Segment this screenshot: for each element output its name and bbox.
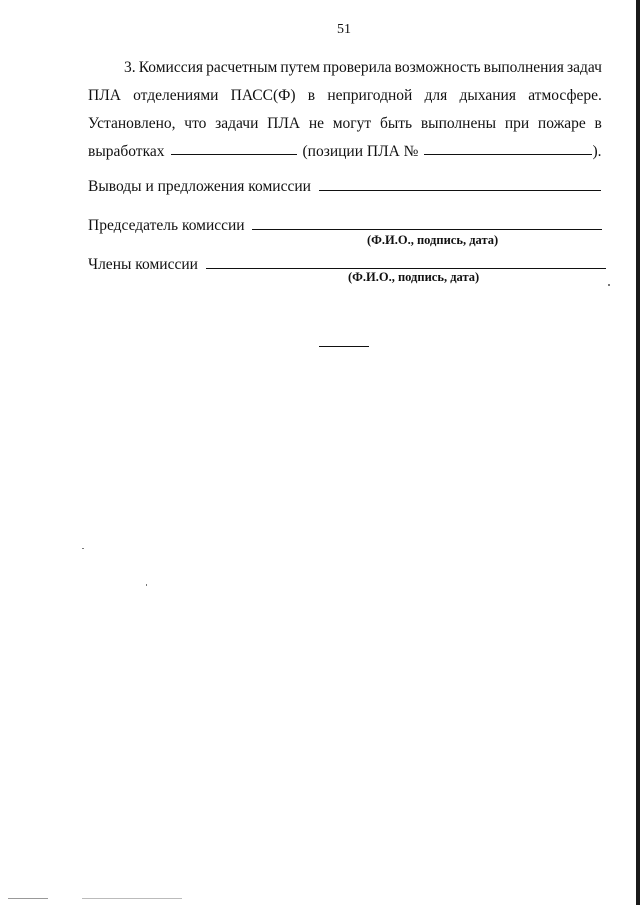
paragraph-word: проверила xyxy=(323,59,392,76)
paragraph-word: ПАСС(Ф) xyxy=(230,87,296,104)
end-of-document-rule xyxy=(319,346,369,347)
scan-speck xyxy=(82,898,182,899)
paragraph-word: не xyxy=(308,115,324,132)
paragraph-word: для xyxy=(424,87,448,104)
members-row xyxy=(88,252,606,274)
paragraph-word: Комиссия xyxy=(138,59,204,76)
workings-blank[interactable] xyxy=(171,138,297,155)
members-label: Члены комиссии xyxy=(88,256,198,273)
scan-speck xyxy=(82,548,84,549)
paragraph-word: ПЛА xyxy=(88,87,121,104)
paragraph-word: ПЛА xyxy=(267,115,301,132)
paragraph-line-2 xyxy=(88,82,602,110)
paragraph-word: отделениями xyxy=(133,87,219,104)
paragraph-line-1 xyxy=(88,54,602,82)
scan-speck xyxy=(8,898,48,899)
paragraph-word: путем xyxy=(280,59,320,76)
paragraph-word: пожаре xyxy=(537,115,586,132)
paragraph-word: возможность xyxy=(394,59,481,76)
chairman-label: Председатель комиссии xyxy=(88,217,245,234)
paragraph-word: дыхания xyxy=(459,87,516,104)
paragraph-line-3 xyxy=(88,110,602,138)
conclusions-blank[interactable] xyxy=(319,174,601,191)
scan-speck xyxy=(608,284,610,286)
paragraph-word: в xyxy=(594,115,602,132)
item-3-paragraph xyxy=(88,54,602,166)
paragraph-word: расчетным xyxy=(206,59,278,76)
page-number: 51 xyxy=(337,22,351,37)
paragraph-word: Установлено, xyxy=(88,115,176,132)
pla-position-label: (позиции ПЛА № xyxy=(302,143,419,160)
paragraph-word: задач xyxy=(566,59,602,76)
conclusions-label: Выводы и предложения комиссии xyxy=(88,178,311,195)
paragraph-word: непригодной xyxy=(327,87,413,104)
chairman-row xyxy=(88,213,602,235)
scan-speck xyxy=(146,584,147,586)
pla-position-blank[interactable] xyxy=(424,138,592,155)
paragraph-word: выполнения xyxy=(483,59,564,76)
paragraph-line-4 xyxy=(88,138,602,166)
members-signature-blank[interactable] xyxy=(206,252,606,269)
workings-label: выработках xyxy=(88,143,165,160)
paragraph-word: в xyxy=(307,87,316,104)
paragraph-word: атмосфере. xyxy=(528,87,602,104)
chairman-signature-blank[interactable] xyxy=(252,213,602,230)
paragraph-word: быть xyxy=(379,115,413,132)
paragraph-word: при xyxy=(504,115,530,132)
conclusions-row xyxy=(88,174,601,196)
scan-page-edge xyxy=(636,0,640,905)
paragraph-word: 3. xyxy=(124,59,136,76)
paragraph-word: задачи xyxy=(215,115,259,132)
closing-punctuation: ). xyxy=(592,143,602,160)
paragraph-word: что xyxy=(184,115,207,132)
chairman-caption: (Ф.И.О., подпись, дата) xyxy=(367,233,499,247)
paragraph-word: могут xyxy=(332,115,372,132)
members-caption: (Ф.И.О., подпись, дата) xyxy=(348,270,480,284)
paragraph-word: выполнены xyxy=(420,115,497,132)
